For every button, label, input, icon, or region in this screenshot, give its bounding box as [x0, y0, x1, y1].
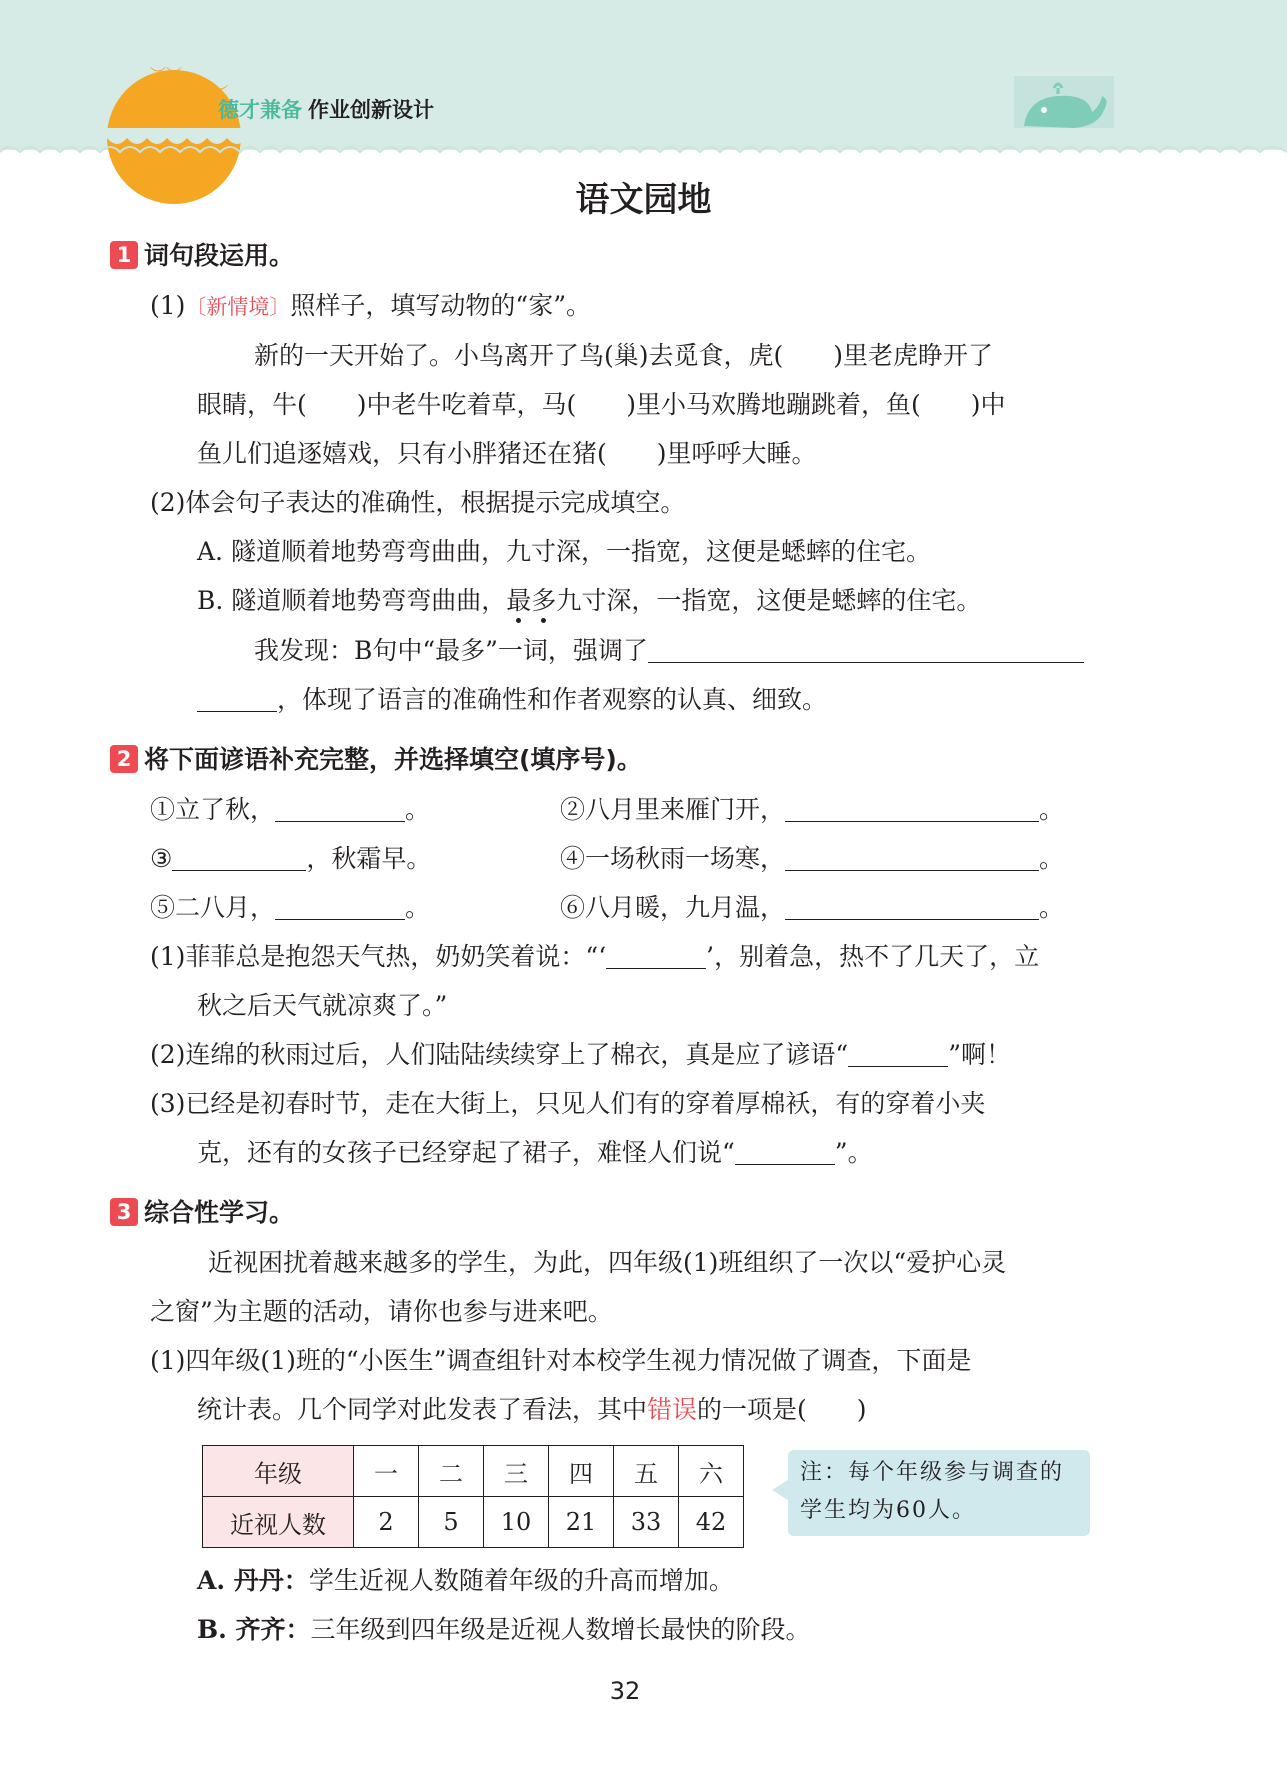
s2-q1-cont: 秋之后天气就凉爽了。”: [197, 991, 448, 1020]
s3-q1: (1)四年级(1)班的“小医生”调查组针对本校学生视力情况做了调查，下面是: [150, 1346, 972, 1375]
s1-q1: [150, 288, 591, 325]
table-cell: 四: [549, 1446, 614, 1497]
s1-p2: 眼睛，牛( )中老牛吃着草，马( )里小马欢腾地蹦跳着，鱼( )中: [197, 390, 1006, 419]
section-number: 3: [110, 1198, 138, 1226]
s1-option-a: A. 隧道顺着地势弯弯曲曲，九寸深，一指宽，这便是蟋蟀的住宅。: [197, 537, 931, 566]
new-situation-tag: 〔新情境〕: [185, 295, 291, 319]
bird-icon: ︶︶: [196, 83, 229, 102]
s3-intro-1: 近视困扰着越来越多的学生，为此，四年级(1)班组织了一次以“爱护心灵: [208, 1248, 1007, 1277]
option-text: 三年级到四年级是近视人数增长最快的阶段。: [310, 1615, 811, 1644]
section-number: 1: [110, 241, 138, 269]
proverb-text: ④一场秋雨一场寒，: [560, 844, 786, 873]
q-text: (2)连绵的秋雨过后，人们陆陆续续穿上了棉衣，真是应了谚语“: [150, 1040, 849, 1069]
proverb-index: ③: [150, 844, 173, 873]
period: 。: [1039, 893, 1065, 922]
table-cell: 一: [354, 1446, 419, 1497]
s2-q1: [150, 939, 1039, 975]
s1-find: [254, 633, 1084, 669]
q-text: ”啊！: [948, 1040, 1011, 1069]
table-header-cell: 近视人数: [203, 1497, 354, 1548]
period: 。: [405, 893, 431, 922]
myopia-table: [202, 1445, 744, 1548]
answer-blank[interactable]: [785, 842, 1039, 871]
speaker-name: B. 齐齐：: [197, 1615, 311, 1644]
s2-q2: [150, 1037, 1011, 1073]
q-text: 统计表。几个同学对此发表了看法，其中: [197, 1395, 648, 1424]
answer-blank[interactable]: [275, 793, 405, 822]
find-text-2: ，体现了语言的准确性和作者观察的认真、细致。: [277, 685, 828, 714]
table-cell: 42: [679, 1497, 744, 1548]
brand-title: [218, 94, 434, 124]
page-number: 32: [609, 1677, 641, 1705]
answer-blank[interactable]: [735, 1136, 835, 1165]
q-text: 照样子，填写动物的“家”。: [290, 291, 591, 320]
note-bubble: [788, 1450, 1090, 1536]
proverb-text: ⑥八月暖，九月温，: [560, 893, 786, 922]
s1-option-b: [197, 583, 981, 619]
proverb-text: ，秋霜早。: [306, 844, 432, 873]
page-title: 语文园地: [575, 180, 712, 220]
period: 。: [1039, 795, 1065, 824]
section-title: 综合性学习。: [144, 1198, 295, 1227]
answer-blank[interactable]: [197, 683, 277, 712]
table-row: [203, 1446, 744, 1497]
period: 。: [1039, 844, 1065, 873]
section-title: 将下面谚语补充完整，并选择填空(填序号)。: [144, 745, 642, 774]
bird-icon: ︶︶: [150, 65, 183, 84]
table-header-cell: 年级: [203, 1446, 354, 1497]
table-cell: 2: [354, 1497, 419, 1548]
q-text: (1)菲菲总是抱怨天气热，奶奶笑着说：“‘: [150, 942, 607, 971]
section-3-heading: [110, 1195, 294, 1231]
answer-blank[interactable]: [785, 891, 1039, 920]
section-title: 词句段运用。: [144, 241, 295, 270]
answer-blank[interactable]: [785, 793, 1039, 822]
s1-find-2: [197, 682, 827, 718]
period: 。: [405, 795, 431, 824]
answer-blank[interactable]: [606, 940, 706, 969]
brand-part-1: 德才兼备: [218, 98, 302, 122]
s1-q2: (2)体会句子表达的准确性，根据提示完成填空。: [150, 488, 686, 517]
proverb-3: [150, 841, 431, 877]
answer-blank[interactable]: [648, 634, 1084, 663]
q-text: 的一项是( ): [697, 1395, 867, 1424]
proverb-2: [560, 792, 1064, 828]
table-cell: 六: [679, 1446, 744, 1497]
proverb-5: [150, 890, 430, 926]
proverb-6: [560, 890, 1064, 926]
table-cell: 5: [419, 1497, 484, 1548]
s2-q3-cont: [197, 1135, 873, 1171]
section-1-heading: [110, 238, 294, 274]
s2-q3: (3)已经是初春时节，走在大街上，只见人们有的穿着厚棉袄，有的穿着小夹: [150, 1089, 986, 1118]
table-cell: 二: [419, 1446, 484, 1497]
s1-p1: 新的一天开始了。小鸟离开了鸟(巢)去觅食，虎( )里老虎睁开了: [254, 341, 994, 370]
b-post: 九寸深，一指宽，这便是蟋蟀的住宅。: [556, 586, 982, 615]
option-text: 学生近视人数随着年级的升高而增加。: [308, 1566, 734, 1595]
q-text: 克，还有的女孩子已经穿起了裙子，难怪人们说“: [197, 1138, 735, 1167]
answer-blank[interactable]: [848, 1038, 948, 1067]
table-cell: 三: [484, 1446, 549, 1497]
s3-intro-2: 之窗”为主题的活动，请你也参与进来吧。: [150, 1297, 613, 1326]
speaker-name: A. 丹丹：: [197, 1566, 309, 1595]
proverb-text: ②八月里来雁门开，: [560, 795, 786, 824]
whale-icon: [1014, 76, 1114, 134]
q-index: (1): [150, 291, 186, 320]
answer-blank[interactable]: [275, 891, 405, 920]
s3-option-b: [197, 1612, 811, 1648]
table-cell: 10: [484, 1497, 549, 1548]
proverb-4: [560, 841, 1064, 877]
b-pre: B. 隧道顺着地势弯弯曲曲，: [197, 586, 507, 615]
table-cell: 21: [549, 1497, 614, 1548]
table-cell: 五: [614, 1446, 679, 1497]
answer-blank[interactable]: [172, 842, 306, 871]
note-line-1: 注：每个年级参与调查的: [800, 1460, 1065, 1485]
find-text: 我发现：B句中“最多”一词，强调了: [254, 636, 648, 665]
note-line-2: 学生均为60人。: [800, 1498, 976, 1523]
table-row: [203, 1497, 744, 1548]
dotted-char: 最: [506, 586, 532, 615]
proverb-1: [150, 792, 430, 828]
wave-border: [0, 128, 1287, 158]
dotted-char: 多: [531, 586, 557, 615]
q-text: ’，别着急，热不了几天了，立: [706, 942, 1040, 971]
section-number: 2: [110, 745, 138, 773]
proverb-text: ⑤二八月，: [150, 893, 276, 922]
section-2-heading: [110, 742, 642, 778]
table-cell: 33: [614, 1497, 679, 1548]
error-emphasis: 错误: [647, 1395, 698, 1424]
q-text: ”。: [834, 1138, 873, 1167]
s3-q1-cont: [197, 1392, 867, 1428]
s3-option-a: [197, 1563, 734, 1599]
proverb-text: ①立了秋，: [150, 795, 276, 824]
brand-part-2: 作业创新设计: [308, 98, 434, 122]
s1-p3: 鱼儿们追逐嬉戏，只有小胖猪还在猪( )里呼呼大睡。: [197, 439, 817, 468]
